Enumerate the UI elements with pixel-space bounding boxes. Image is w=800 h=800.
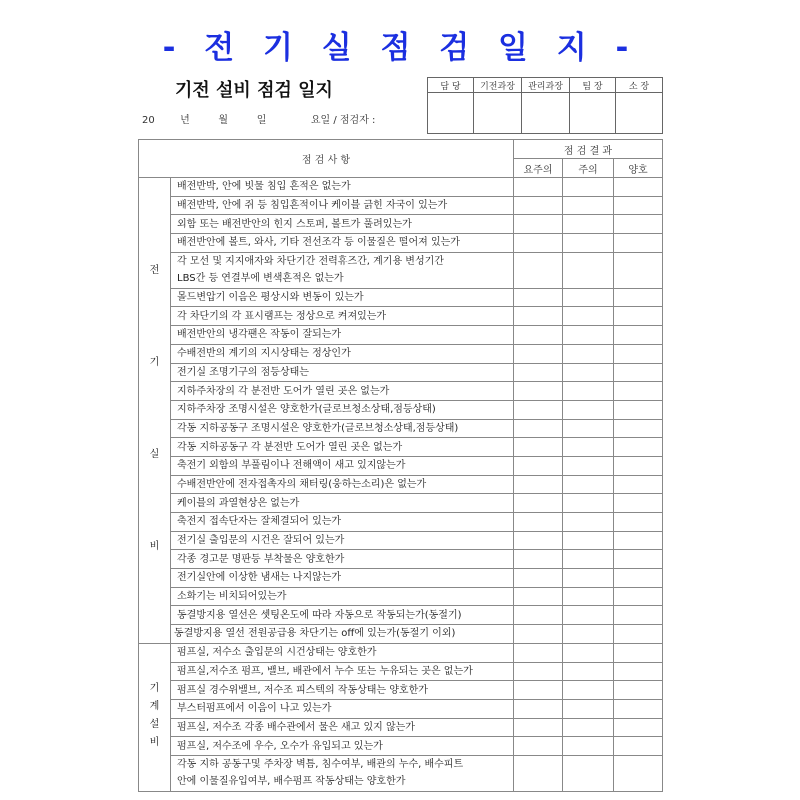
result-caution-required-cell[interactable] [514,288,563,307]
result-caution-cell[interactable] [563,344,614,363]
result-caution-cell[interactable] [563,307,614,326]
result-good-cell[interactable] [614,587,663,606]
checklist-item-text [171,363,514,382]
result-caution-cell[interactable] [563,755,614,791]
result-caution-cell[interactable] [563,513,614,532]
result-caution-required-cell[interactable] [514,662,563,681]
result-caution-cell[interactable] [563,419,614,438]
checklist-item-line: 외함 또는 배전반안의 힌지 스토퍼, 볼트가 풀려있는가 [177,218,412,230]
result-caution-cell[interactable] [563,643,614,662]
checklist-item-text [171,178,514,197]
header-inspection-items: 점 검 사 항 [139,140,514,178]
result-caution-required-cell[interactable] [514,382,563,401]
result-caution-required-cell[interactable] [514,419,563,438]
result-caution-required-cell[interactable] [514,326,563,345]
checklist-item-line: 배전반안에 볼트, 와사, 기타 전선조각 등 이물질은 떨어져 있는가 [177,237,460,249]
result-caution-required-cell[interactable] [514,456,563,475]
checklist-item-text [171,196,514,215]
result-caution-cell[interactable] [563,234,614,253]
checklist-row [139,662,663,681]
checklist-item-text [171,252,514,288]
result-caution-cell[interactable] [563,456,614,475]
signature-box-director[interactable] [616,93,663,134]
checklist-item-line: 수배전반의 계기의 지시상태는 정상인가 [177,348,351,360]
result-caution-cell[interactable] [563,531,614,550]
checklist-item-line: 소화기는 비치되어있는가 [177,591,287,603]
checklist-row [139,326,663,345]
result-caution-required-cell[interactable] [514,681,563,700]
checklist-item-line: 펌프실,저수조 펌프, 밸브, 배관에서 누수 또는 누유되는 곳은 없는가 [177,665,473,677]
result-caution-cell[interactable] [563,196,614,215]
date-inspector-line: 20 년 월 일 요일 / 점검자 : [142,115,376,126]
result-good-cell[interactable] [614,326,663,345]
checklist-item-line: 축전기 외함의 부풀림이나 전해액이 새고 있지않는가 [177,460,406,472]
category-char: 기 [149,357,160,369]
checklist-item-text [171,475,514,494]
signature-box-staff[interactable] [428,93,474,134]
checklist-item-text [171,681,514,700]
result-good-cell[interactable] [614,755,663,791]
result-good-cell[interactable] [614,550,663,569]
checklist-row [139,363,663,382]
result-caution-required-cell[interactable] [514,569,563,588]
checklist-item-line: LBS간 등 연결부에 변색흔적은 없는가 [177,273,344,285]
checklist-item-text [171,531,514,550]
checklist-item-text [171,569,514,588]
checklist-item-text [171,718,514,737]
category-char: 계 [149,701,160,713]
result-good-cell[interactable] [614,737,663,756]
page-title: - 전 기 실 점 검 일 지 - [162,30,638,66]
approval-header-team-leader: 팀 장 [570,78,616,93]
result-caution-required-cell[interactable] [514,215,563,234]
checklist-item-line: 각종 경고문 명판등 부착물은 양호한가 [177,553,345,565]
result-caution-cell[interactable] [563,606,614,625]
checklist-item-line: 케이블의 과열현상은 없는가 [177,497,300,509]
checklist-item-line: 펌프실, 저수조에 우수, 오수가 유입되고 있는가 [177,740,383,752]
result-caution-cell[interactable] [563,382,614,401]
result-caution-required-cell[interactable] [514,400,563,419]
result-good-cell[interactable] [614,307,663,326]
checklist-row [139,234,663,253]
checklist-row [139,643,663,662]
approval-header-staff: 담 당 [428,78,474,93]
checklist-item-text [171,699,514,718]
result-good-cell[interactable] [614,178,663,197]
result-caution-required-cell[interactable] [514,531,563,550]
category-electrical-room-equipment [139,178,171,644]
signature-box-admin-manager[interactable] [522,93,570,134]
header-row-top [139,140,663,159]
result-caution-cell[interactable] [563,494,614,513]
result-caution-cell[interactable] [563,550,614,569]
result-good-cell[interactable] [614,475,663,494]
checklist-row [139,737,663,756]
checklist-row [139,178,663,197]
result-good-cell[interactable] [614,606,663,625]
category-char: 기 [149,683,160,695]
result-good-cell[interactable] [614,344,663,363]
result-caution-cell[interactable] [563,326,614,345]
checklist-item-text [171,737,514,756]
checklist-row [139,494,663,513]
result-good-cell[interactable] [614,569,663,588]
result-caution-required-cell[interactable] [514,438,563,457]
checklist-item-line: 배전반안의 냉각팬은 작동이 잘되는가 [177,329,342,341]
result-caution-required-cell[interactable] [514,550,563,569]
result-caution-cell[interactable] [563,699,614,718]
result-good-cell[interactable] [614,215,663,234]
result-caution-required-cell[interactable] [514,625,563,644]
result-good-cell[interactable] [614,363,663,382]
result-caution-cell[interactable] [563,400,614,419]
checklist-item-line: 동결방지용 열선 전원공급용 차단기는 off에 있는가(동절기 이외) [174,628,456,640]
approval-signature-row [428,93,663,134]
checklist-item-line: 각동 지하공동구 조명시설은 양호한가(글로브청소상태,점등상태) [177,422,459,434]
checklist-item-text [171,550,514,569]
result-good-cell[interactable] [614,681,663,700]
checklist-row [139,606,663,625]
result-good-cell[interactable] [614,456,663,475]
result-good-cell[interactable] [614,438,663,457]
result-caution-required-cell[interactable] [514,234,563,253]
checklist-row [139,438,663,457]
checklist-row [139,718,663,737]
header-inspection-results: 점 검 결 과 [514,140,663,159]
result-caution-required-cell[interactable] [514,513,563,532]
result-caution-required-cell[interactable] [514,606,563,625]
result-good-cell[interactable] [614,288,663,307]
result-caution-required-cell[interactable] [514,755,563,791]
result-caution-cell[interactable] [563,662,614,681]
checklist-item-line: 지하주차장 조명시설은 양호한가(글로브청소상태,점등상태) [177,404,436,416]
result-good-cell[interactable] [614,196,663,215]
checklist-item-line: 각동 지하공동구 각 분전반 도어가 열린 곳은 없는가 [177,441,403,453]
checklist-row [139,456,663,475]
checklist-row [139,307,663,326]
checklist-row [139,419,663,438]
checklist-item-text [171,438,514,457]
checklist-item-text [171,419,514,438]
result-good-cell[interactable] [614,625,663,644]
checklist-item-text [171,382,514,401]
checklist-item-text [171,215,514,234]
approval-header-manager: 기전과장 [474,78,522,93]
result-good-cell[interactable] [614,643,663,662]
checklist-row [139,288,663,307]
checklist-item-text [171,326,514,345]
result-caution-required-cell[interactable] [514,587,563,606]
result-caution-required-cell[interactable] [514,178,563,197]
checklist-item-line: 안에 이물질유입여부, 배수펌프 작동상태는 양호한가 [177,776,406,788]
category-label [150,266,160,554]
checklist-row [139,400,663,419]
category-char: 전 [149,265,160,277]
checklist-row [139,344,663,363]
result-caution-cell[interactable] [563,215,614,234]
checklist-item-line: 동결방지용 열선은 셋팅온도에 따라 자동으로 작동되는가(동절기) [177,609,462,621]
checklist-item-line: 전기실안에 이상한 냄새는 나지않는가 [177,572,342,584]
category-char: 비 [149,737,160,749]
checklist-item-line: 펌프실 경수위밸브, 저수조 피스텍의 작동상태는 양호한가 [177,684,428,696]
checklist-item-line: 각동 지하 공동구및 주차장 벽틈, 침수여부, 배관의 누수, 배수피트 [177,759,464,771]
result-good-cell[interactable] [614,699,663,718]
checklist-item-text [171,662,514,681]
checklist-item-text [171,643,514,662]
checklist-row [139,513,663,532]
category-char: 실 [149,449,160,461]
checklist-row [139,475,663,494]
result-caution-required-cell[interactable] [514,475,563,494]
result-caution-cell[interactable] [563,569,614,588]
checklist-item-text [171,234,514,253]
header-result-caution: 주의 [563,159,614,178]
checklist-item-text [171,344,514,363]
result-good-cell[interactable] [614,419,663,438]
approval-header-row [428,78,663,93]
checklist-row [139,699,663,718]
form-title: 기전 설비 점검 일지 [175,80,333,101]
result-caution-cell[interactable] [563,252,614,288]
checklist-item-text [171,513,514,532]
result-caution-required-cell[interactable] [514,718,563,737]
category-char: 비 [149,541,160,553]
result-good-cell[interactable] [614,531,663,550]
result-caution-required-cell[interactable] [514,494,563,513]
checklist-row [139,587,663,606]
approval-header-admin-manager: 관리과장 [522,78,570,93]
approval-signature-table [427,77,663,134]
checklist-item-text [171,625,514,644]
result-caution-required-cell[interactable] [514,643,563,662]
header-result-caution-required: 요주의 [514,159,563,178]
result-caution-required-cell[interactable] [514,699,563,718]
result-good-cell[interactable] [614,494,663,513]
checklist-item-line: 펌프실, 저수조 각종 배수관에서 물은 새고 있지 않는가 [177,721,415,733]
signature-box-team-leader[interactable] [570,93,616,134]
checklist-item-line: 부스터펌프에서 이음이 나고 있는가 [177,703,332,715]
result-caution-cell[interactable] [563,475,614,494]
result-good-cell[interactable] [614,400,663,419]
result-caution-cell[interactable] [563,363,614,382]
result-caution-cell[interactable] [563,178,614,197]
result-caution-required-cell[interactable] [514,737,563,756]
result-caution-cell[interactable] [563,681,614,700]
result-good-cell[interactable] [614,382,663,401]
result-good-cell[interactable] [614,718,663,737]
result-caution-cell[interactable] [563,718,614,737]
result-caution-cell[interactable] [563,288,614,307]
category-label [150,684,160,750]
checklist-item-line: 펌프실, 저수소 출입문의 시건상태는 양호한가 [177,647,377,659]
checklist-item-text [171,456,514,475]
result-caution-required-cell[interactable] [514,196,563,215]
checklist-row [139,531,663,550]
result-caution-required-cell[interactable] [514,344,563,363]
result-caution-required-cell[interactable] [514,307,563,326]
checklist-item-line: 배전반박, 안에 쥐 등 침입흔적이나 케이블 긁힌 자국이 있는가 [177,200,448,212]
checklist-row [139,755,663,791]
checklist-item-text [171,400,514,419]
result-caution-cell[interactable] [563,587,614,606]
result-caution-required-cell[interactable] [514,252,563,288]
checklist-row [139,681,663,700]
checklist-item-line: 지하주차장의 각 분전반 도어가 열린 곳은 없는가 [177,385,390,397]
result-caution-cell[interactable] [563,625,614,644]
result-good-cell[interactable] [614,662,663,681]
header-result-good: 양호 [614,159,663,178]
checklist-item-line: 각 모선 및 지지애자와 차단기간 전력휴즈간, 계기용 변성기간 [177,256,444,268]
result-caution-cell[interactable] [563,737,614,756]
checklist-row [139,215,663,234]
checklist-row [139,625,663,644]
result-caution-cell[interactable] [563,438,614,457]
checklist-item-line: 전기실 조명기구의 점등상태는 [177,366,309,378]
result-good-cell[interactable] [614,513,663,532]
result-good-cell[interactable] [614,252,663,288]
checklist-item-text [171,307,514,326]
checklist-item-line: 전기실 출입문의 시건은 잘되어 있는가 [177,535,345,547]
checklist-item-line: 수배전반안에 전자접촉자의 채터링(웅하는소리)은 없는가 [177,478,427,490]
checklist-item-line: 배전반박, 안에 빗물 침입 흔적은 없는가 [177,181,351,193]
checklist-row [139,569,663,588]
checklist-row [139,382,663,401]
category-mechanical-equipment [139,643,171,791]
checklist-item-line: 몰드변압기 이음은 평상시와 변동이 있는가 [177,292,364,304]
checklist-item-line: 각 차단기의 각 표시램프는 정상으로 켜져있는가 [177,310,387,322]
checklist-row [139,196,663,215]
checklist-row [139,252,663,288]
checklist-item-text [171,606,514,625]
inspection-checklist-table [138,139,663,792]
result-good-cell[interactable] [614,234,663,253]
category-char: 설 [149,719,160,731]
signature-box-manager[interactable] [474,93,522,134]
checklist-item-text [171,587,514,606]
checklist-item-text [171,288,514,307]
approval-header-director: 소 장 [616,78,663,93]
result-caution-required-cell[interactable] [514,363,563,382]
checklist-row [139,550,663,569]
checklist-item-line: 축전지 접속단자는 잘체결되어 있는가 [177,516,342,528]
checklist-item-text [171,494,514,513]
checklist-item-text [171,755,514,791]
